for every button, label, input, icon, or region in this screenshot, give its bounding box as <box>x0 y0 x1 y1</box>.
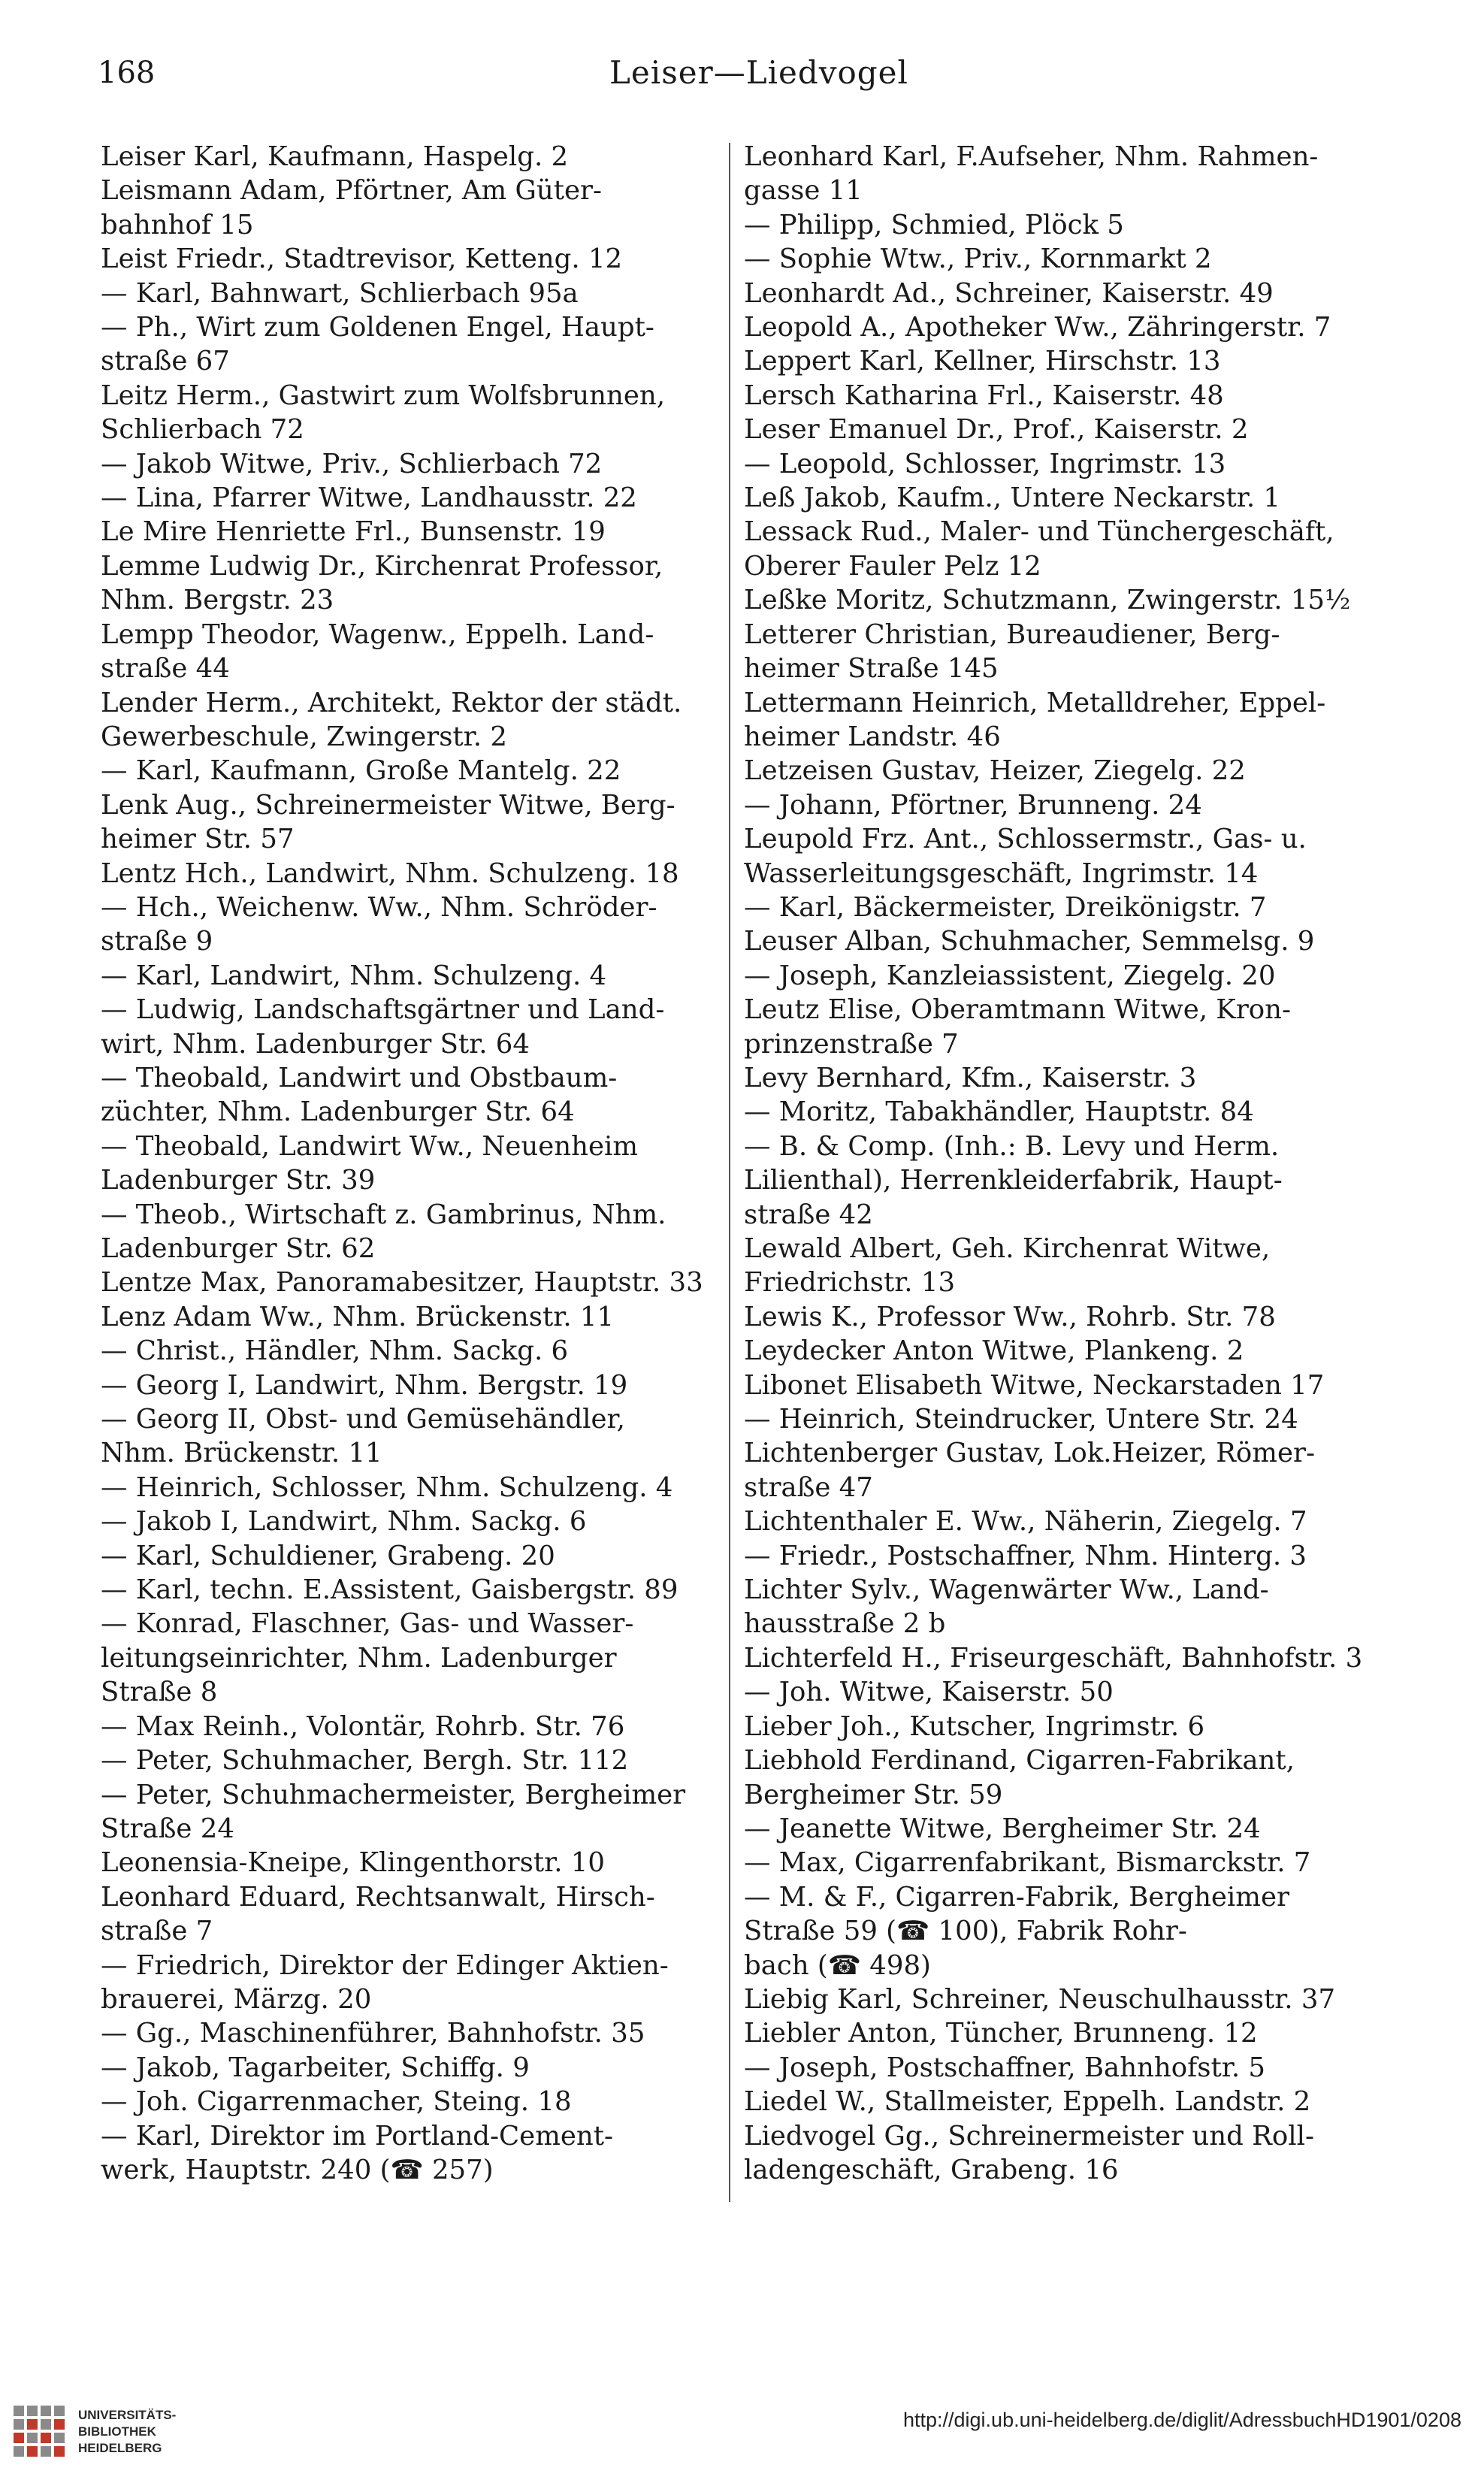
directory-line: — Gg., Maschinenführer, Bahnhofstr. 35 <box>101 2018 645 2049</box>
directory-line: Letterer Christian, Bureaudiener, Berg- <box>744 618 1280 650</box>
page-footer <box>0 2386 1484 2489</box>
library-name-line: UNIVERSITÄTS- <box>78 2408 177 2422</box>
directory-line: straße 9 <box>101 926 213 957</box>
directory-line: — Max Reinh., Volontär, Rohrb. Str. 76 <box>101 1710 625 1742</box>
left-column <box>101 140 747 2187</box>
directory-line: werk, Hauptstr. 240 (☎ 257) <box>101 2154 494 2185</box>
directory-line: — Jakob I, Landwirt, Nhm. Sackg. 6 <box>101 1506 587 1538</box>
directory-line: — Peter, Schuhmachermeister, Bergheimer <box>101 1779 686 1810</box>
directory-line: Straße 59 (☎ 100), Fabrik Rohr- <box>744 1916 1187 1947</box>
directory-line: Leß Jakob, Kaufm., Untere Neckarstr. 1 <box>744 482 1280 514</box>
directory-line: heimer Landstr. 46 <box>744 721 1001 752</box>
directory-line: bach (☎ 498) <box>744 1949 931 1981</box>
directory-line: heimer Str. 57 <box>101 824 295 855</box>
directory-line: Lettermann Heinrich, Metalldreher, Eppel- <box>744 687 1326 718</box>
library-seal-icon <box>11 2403 71 2463</box>
directory-line: — Friedr., Postschaffner, Nhm. Hinterg. 3 <box>744 1540 1307 1571</box>
directory-line: — Philipp, Schmied, Plöck 5 <box>744 209 1124 240</box>
directory-line: — Joh. Cigarrenmacher, Steing. 18 <box>101 2086 572 2118</box>
directory-line: Lessack Rud., Maler- und Tünchergeschäft, <box>744 516 1334 548</box>
directory-line: Lichtenthaler E. Ww., Näherin, Ziegelg. 7 <box>744 1506 1307 1538</box>
directory-line: — Theobald, Landwirt Ww., Neuenheim <box>101 1130 639 1162</box>
library-name <box>78 2407 176 2457</box>
directory-line: hausstraße 2 b <box>744 1608 946 1640</box>
directory-line: — Karl, Schuldiener, Grabeng. 20 <box>101 1540 555 1571</box>
directory-line: Lemme Ludwig Dr., Kirchenrat Professor, <box>101 550 663 582</box>
directory-line: — Sophie Wtw., Priv., Kornmarkt 2 <box>744 243 1212 275</box>
directory-line: gasse 11 <box>744 175 863 207</box>
right-column <box>744 140 1368 2187</box>
directory-line: bahnhof 15 <box>101 209 254 240</box>
directory-line: Leist Friedr., Stadtrevisor, Ketteng. 12 <box>101 243 623 275</box>
directory-line: — Friedrich, Direktor der Edinger Aktien- <box>101 1949 669 1981</box>
directory-line: leitungseinrichter, Nhm. Ladenburger <box>101 1642 617 1674</box>
directory-line: — M. & F., Cigarren-Fabrik, Bergheimer <box>744 1881 1289 1913</box>
directory-line: Leupold Frz. Ant., Schlossermstr., Gas- u. <box>744 824 1307 855</box>
directory-line: — Konrad, Flaschner, Gas- und Wasser- <box>101 1608 634 1640</box>
directory-line: — Hch., Weichenw. Ww., Nhm. Schröder- <box>101 891 657 923</box>
directory-line: Lewald Albert, Geh. Kirchenrat Witwe, <box>744 1233 1271 1264</box>
directory-line: straße 47 <box>744 1471 873 1503</box>
directory-line: — Peter, Schuhmacher, Bergh. Str. 112 <box>101 1745 629 1777</box>
directory-line: Leiser Karl, Kaufmann, Haspelg. 2 <box>101 141 569 172</box>
directory-line: — Karl, Direktor im Portland-Cement- <box>101 2120 613 2152</box>
directory-line: Lersch Katharina Frl., Kaiserstr. 48 <box>744 380 1224 411</box>
directory-line: Leßke Moritz, Schutzmann, Zwingerstr. 15½ <box>744 585 1351 616</box>
directory-line: — Karl, Bahnwart, Schlierbach 95a <box>101 277 579 309</box>
library-name-line: HEIDELBERG <box>78 2441 162 2455</box>
directory-line: Letzeisen Gustav, Heizer, Ziegelg. 22 <box>744 755 1246 787</box>
directory-line: Lewis K., Professor Ww., Rohrb. Str. 78 <box>744 1301 1276 1332</box>
directory-line: prinzenstraße 7 <box>744 1028 959 1060</box>
directory-line: Lempp Theodor, Wagenw., Eppelh. Land- <box>101 618 654 650</box>
directory-line: heimer Straße 145 <box>744 653 999 685</box>
directory-line: Leppert Karl, Kellner, Hirschstr. 13 <box>744 346 1221 377</box>
directory-line: — Joseph, Postschaffner, Bahnhofstr. 5 <box>744 2052 1266 2083</box>
directory-line: züchter, Nhm. Ladenburger Str. 64 <box>101 1096 575 1128</box>
directory-line: Wasserleitungsgeschäft, Ingrimstr. 14 <box>744 857 1259 889</box>
directory-line: Leonensia-Kneipe, Klingenthorstr. 10 <box>101 1847 605 1879</box>
directory-line: straße 44 <box>101 653 230 685</box>
directory-line: straße 67 <box>101 346 230 377</box>
directory-line: Schlierbach 72 <box>101 414 304 446</box>
directory-line: Lender Herm., Architekt, Rektor der städt. <box>101 687 682 718</box>
directory-line: Liedvogel Gg., Schreinermeister und Roll- <box>744 2120 1314 2152</box>
directory-line: Lentz Hch., Landwirt, Nhm. Schulzeng. 18 <box>101 857 679 889</box>
directory-line: Lenz Adam Ww., Nhm. Brückenstr. 11 <box>101 1301 615 1332</box>
directory-line: — Lina, Pfarrer Witwe, Landhausstr. 22 <box>101 482 637 514</box>
directory-line: — Leopold, Schlosser, Ingrimstr. 13 <box>744 448 1226 479</box>
directory-line: Lichterfeld H., Friseurgeschäft, Bahnhofstr. 3 <box>744 1642 1363 1674</box>
directory-line: — Karl, Bäckermeister, Dreikönigstr. 7 <box>744 891 1267 923</box>
directory-line: — Theob., Wirtschaft z. Gambrinus, Nhm. <box>101 1199 666 1230</box>
directory-line: Leutz Elise, Oberamtmann Witwe, Kron- <box>744 994 1292 1026</box>
directory-line: — Karl, Landwirt, Nhm. Schulzeng. 4 <box>101 960 607 991</box>
directory-line: Ladenburger Str. 62 <box>101 1233 376 1264</box>
directory-line: — Johann, Pförtner, Brunneng. 24 <box>744 789 1202 821</box>
directory-line: Lieber Joh., Kutscher, Ingrimstr. 6 <box>744 1710 1205 1742</box>
directory-line: Bergheimer Str. 59 <box>744 1779 1003 1810</box>
directory-line: Liebhold Ferdinand, Cigarren-Fabrikant, <box>744 1745 1295 1777</box>
directory-line: — Heinrich, Schlosser, Nhm. Schulzeng. 4 <box>101 1471 673 1503</box>
directory-line: Libonet Elisabeth Witwe, Neckarstaden 17 <box>744 1369 1325 1401</box>
directory-line: Gewerbeschule, Zwingerstr. 2 <box>101 721 507 752</box>
directory-line: Friedrichstr. 13 <box>744 1267 956 1299</box>
directory-line: brauerei, Märzg. 20 <box>101 1983 372 2015</box>
directory-line: Leopold A., Apotheker Ww., Zähringerstr. 7 <box>744 312 1331 343</box>
directory-line: Nhm. Brückenstr. 11 <box>101 1438 382 1469</box>
directory-line: Levy Bernhard, Kfm., Kaiserstr. 3 <box>744 1062 1197 1093</box>
page-header <box>98 50 1420 96</box>
page-number: 168 <box>98 56 156 90</box>
running-head: Leiser—Liedvogel <box>609 54 908 91</box>
directory-line: — Jeanette Witwe, Bergheimer Str. 24 <box>744 1813 1261 1844</box>
directory-line: — Georg I, Landwirt, Nhm. Bergstr. 19 <box>101 1369 628 1401</box>
directory-line: Lentze Max, Panoramabesitzer, Hauptstr. 33 <box>101 1267 703 1299</box>
source-url[interactable]: http://digi.ub.uni-heidelberg.de/diglit/AdressbuchHD1901/0208 <box>902 2409 1461 2431</box>
directory-line: — Ludwig, Landschaftsgärtner und Land- <box>101 994 665 1026</box>
directory-line: — Moritz, Tabakhändler, Hauptstr. 84 <box>744 1096 1254 1128</box>
directory-line: — Ph., Wirt zum Goldenen Engel, Haupt- <box>101 312 654 343</box>
directory-line: Leitz Herm., Gastwirt zum Wolfsbrunnen, <box>101 380 666 411</box>
directory-line: — Christ., Händler, Nhm. Sackg. 6 <box>101 1335 569 1367</box>
directory-line: Straße 8 <box>101 1677 218 1708</box>
directory-line: Lilienthal), Herrenkleiderfabrik, Haupt- <box>744 1165 1283 1196</box>
directory-line: — Karl, techn. E.Assistent, Gaisbergstr. 89 <box>101 1574 679 1606</box>
directory-line: Leonhard Karl, F.Aufseher, Nhm. Rahmen- <box>744 141 1319 172</box>
directory-line: — Karl, Kaufmann, Große Mantelg. 22 <box>101 755 621 787</box>
directory-line: — Joseph, Kanzleiassistent, Ziegelg. 20 <box>744 960 1276 991</box>
directory-line: Leismann Adam, Pförtner, Am Güter- <box>101 175 602 207</box>
directory-line: Leonhardt Ad., Schreiner, Kaiserstr. 49 <box>744 277 1274 309</box>
library-name-line: BIBLIOTHEK <box>78 2424 156 2439</box>
directory-line: Leonhard Eduard, Rechtsanwalt, Hirsch- <box>101 1881 655 1913</box>
directory-line: Oberer Fauler Pelz 12 <box>744 550 1041 582</box>
directory-line: Liebig Karl, Schreiner, Neuschulhausstr. 37 <box>744 1983 1336 2015</box>
directory-line: — Max, Cigarrenfabrikant, Bismarckstr. 7 <box>744 1847 1311 1879</box>
directory-line: Lichter Sylv., Wagenwärter Ww., Land- <box>744 1574 1269 1606</box>
directory-line: straße 7 <box>101 1916 213 1947</box>
directory-line: — Joh. Witwe, Kaiserstr. 50 <box>744 1677 1114 1708</box>
directory-line: Lenk Aug., Schreinermeister Witwe, Berg- <box>101 789 676 821</box>
directory-line: Le Mire Henriette Frl., Bunsenstr. 19 <box>101 516 606 548</box>
directory-line: Lichtenberger Gustav, Lok.Heizer, Römer- <box>744 1438 1315 1469</box>
directory-line: Leydecker Anton Witwe, Plankeng. 2 <box>744 1335 1244 1367</box>
directory-line: ladengeschäft, Grabeng. 16 <box>744 2154 1119 2185</box>
directory-line: wirt, Nhm. Ladenburger Str. 64 <box>101 1028 530 1060</box>
directory-line: — Georg II, Obst- und Gemüsehändler, <box>101 1404 625 1435</box>
directory-line: — Jakob, Tagarbeiter, Schiffg. 9 <box>101 2052 530 2083</box>
directory-line: — Heinrich, Steindrucker, Untere Str. 24 <box>744 1404 1298 1435</box>
directory-line: — B. & Comp. (Inh.: B. Levy und Herm. <box>744 1130 1280 1162</box>
directory-line: Straße 24 <box>101 1813 234 1844</box>
directory-line: straße 42 <box>744 1199 873 1230</box>
directory-line: — Theobald, Landwirt und Obstbaum- <box>101 1062 618 1093</box>
column-divider <box>729 143 730 2202</box>
directory-line: Leser Emanuel Dr., Prof., Kaiserstr. 2 <box>744 414 1249 446</box>
directory-line: Liebler Anton, Tüncher, Brunneng. 12 <box>744 2018 1258 2049</box>
directory-line: Liedel W., Stallmeister, Eppelh. Landstr. 2 <box>744 2086 1311 2118</box>
directory-line: — Jakob Witwe, Priv., Schlierbach 72 <box>101 448 603 479</box>
directory-line: Ladenburger Str. 39 <box>101 1165 376 1196</box>
directory-line: Leuser Alban, Schuhmacher, Semmelsg. 9 <box>744 926 1315 957</box>
directory-line: Nhm. Bergstr. 23 <box>101 585 334 616</box>
